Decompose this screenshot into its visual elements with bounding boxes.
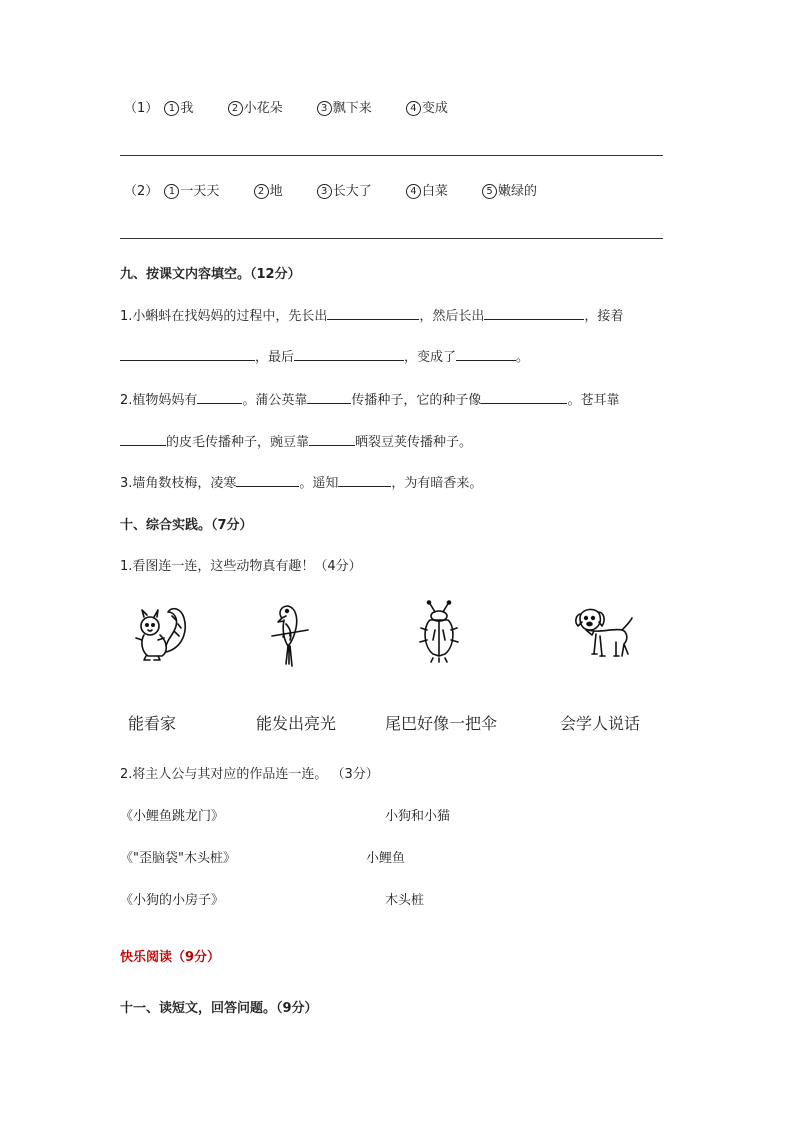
option: 4 变成	[406, 101, 448, 116]
option: 5 嫩绿的	[482, 184, 537, 199]
fill-blank[interactable]	[327, 305, 419, 320]
option: 1 我	[164, 101, 193, 116]
fill-blank[interactable]	[294, 346, 404, 361]
phrase[interactable]: 能发出亮光	[256, 714, 337, 733]
hero-name[interactable]: 小鲤鱼	[366, 851, 406, 866]
q8-row2	[124, 180, 537, 199]
q10-sub1: 1.看图连一连，这些动物真有趣！（4分）	[120, 559, 362, 574]
q10-heading: 十、综合实践。（7分）	[120, 518, 253, 533]
row-number: （2）	[124, 184, 159, 199]
option: 3 飘下来	[317, 101, 372, 116]
option: 2 小花朵	[228, 101, 283, 116]
q9-s2-line1: 2.植物妈妈有 。蒲公英靠 传播种子，它的种子像 。苍耳靠	[120, 389, 619, 408]
q10-sub2: 2.将主人公与其对应的作品连一连。 （3分）	[120, 767, 379, 782]
hero-name[interactable]: 木头桩	[385, 893, 425, 908]
phrase[interactable]: 尾巴好像一把伞	[385, 714, 498, 733]
phrase[interactable]: 会学人说话	[560, 714, 641, 733]
work-title[interactable]: 《小鲤鱼跳龙门》	[120, 809, 225, 824]
q9-s2-line2: 的皮毛传播种子，豌豆靠 晒裂豆荚传播种子。	[120, 431, 472, 450]
fill-blank[interactable]	[338, 472, 391, 487]
fill-blank[interactable]	[236, 472, 299, 487]
squirrel-icon[interactable]	[128, 602, 192, 666]
phrase[interactable]: 能看家	[128, 714, 177, 733]
row-number: （1）	[124, 101, 159, 116]
q9-s1-line2: ，最后 ，变成了 。	[120, 346, 529, 365]
reading-section-title: 快乐阅读（9分）	[120, 950, 221, 965]
work-title[interactable]: 《小狗的小房子》	[120, 893, 225, 908]
q8-row1	[124, 97, 448, 116]
q9-heading: 九、按课文内容填空。（12分）	[120, 267, 301, 282]
fill-blank[interactable]	[309, 431, 355, 446]
fill-blank[interactable]	[120, 346, 255, 361]
option: 4 白菜	[406, 184, 448, 199]
fill-blank[interactable]	[456, 346, 516, 361]
fill-blank[interactable]	[481, 389, 567, 404]
hero-name[interactable]: 小狗和小猫	[385, 809, 451, 824]
option: 1 一天天	[164, 184, 219, 199]
option: 2 地	[254, 184, 283, 199]
fill-blank[interactable]	[307, 389, 351, 404]
fill-blank[interactable]	[197, 389, 242, 404]
q9-s1-line1: 1.小蝌蚪在找妈妈的过程中，先长出 ，然后长出 ，接着	[120, 305, 623, 324]
option: 3 长大了	[317, 184, 372, 199]
dog-icon[interactable]	[572, 602, 636, 660]
firefly-icon[interactable]	[415, 600, 463, 664]
work-title[interactable]: 《"歪脑袋"木头桩》	[120, 851, 236, 866]
answer-line	[120, 155, 663, 156]
answer-line	[120, 238, 663, 239]
parrot-icon[interactable]	[268, 600, 312, 670]
q11-heading: 十一、读短文，回答问题。（9分）	[120, 1001, 318, 1016]
fill-blank[interactable]	[484, 305, 584, 320]
fill-blank[interactable]	[120, 431, 166, 446]
q9-s3: 3.墙角数枝梅，凌寒 。遥知 ，为有暗香来。	[120, 472, 482, 491]
